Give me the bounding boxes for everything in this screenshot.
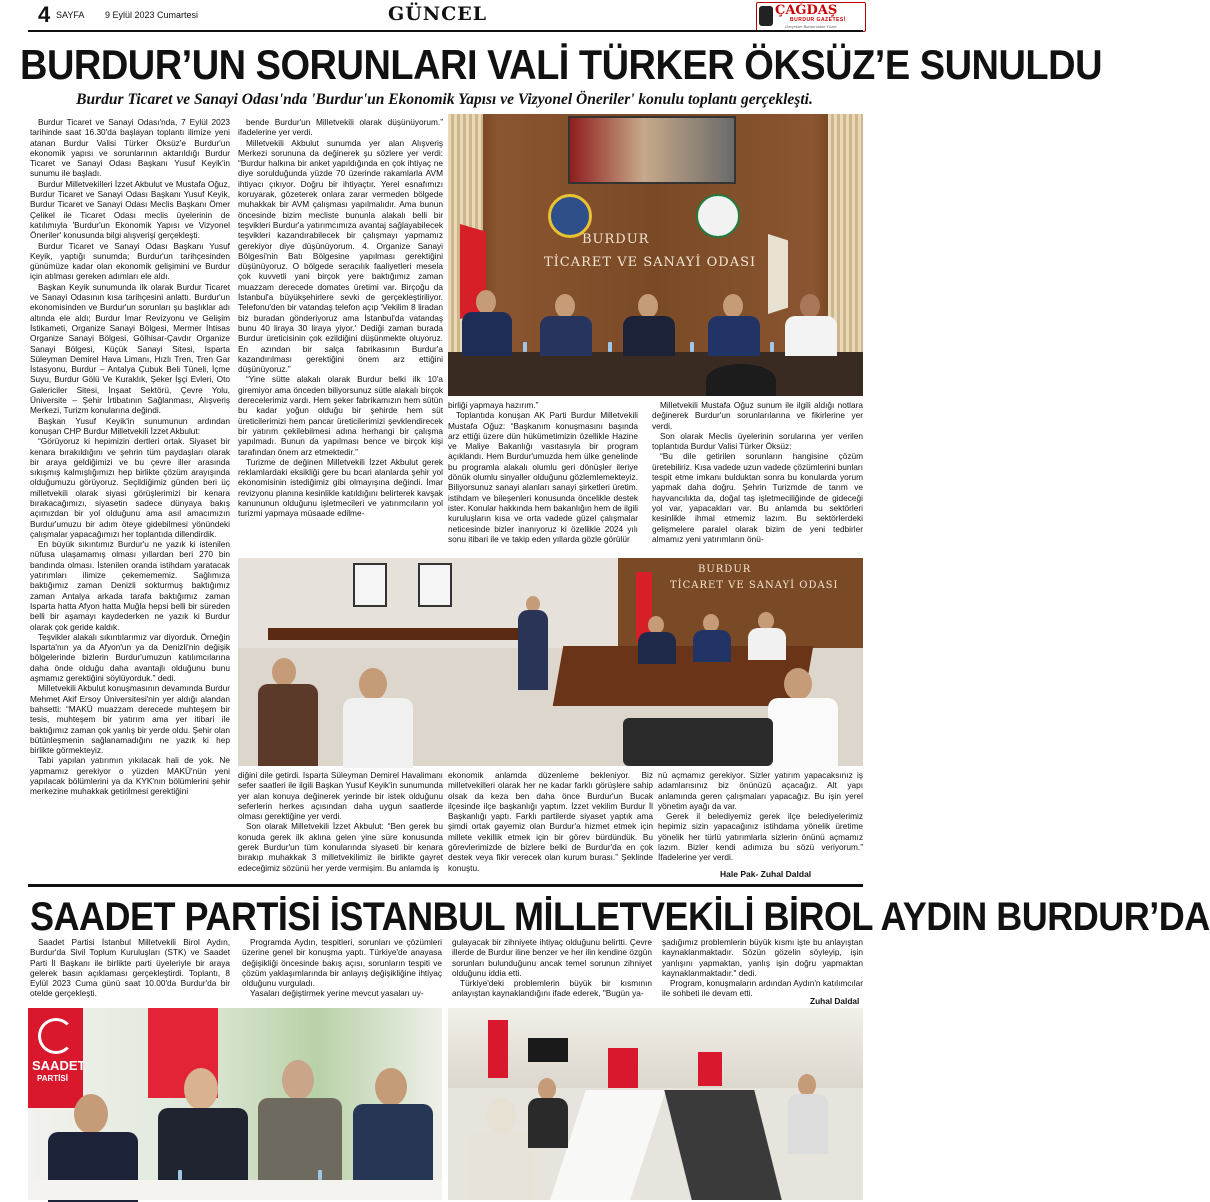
- paragraph: diğini dile getirdi. Isparta Süleyman Demirel Havalimanı sefer saatleri ile ilgili Başkan Yusuf Keyik'in sunumunda yer alan konuya değinerek yerinde bir istek olduğunu seferlerin herkes açısından daha uygun saatlerde olması gerektiğine yer verdi.: [238, 770, 443, 822]
- chamber-logo-icon: [696, 194, 740, 238]
- party-banner: [698, 1052, 722, 1086]
- logo-figure-icon: [759, 6, 773, 26]
- paragraph: Yasaları değiştirmek yerine mevcut yasaları uy-: [250, 988, 424, 999]
- article1-bottom-column-3: [658, 770, 863, 868]
- article1-column-3: [448, 400, 638, 554]
- paragraph: Milletvekili Mustafa Oğuz sunum ile ilgili aldığı notlara değinerek Burdur'un sorunlarılarına ve fikirlerine yer verdi.: [652, 400, 863, 431]
- paragraph: “Yine sütte alakalı olarak Burdur belki ilk 10'a giremiyor ama önceden biliyorsunuz sütle alakalı birçok derecelerimiz vardı. Hem şeker fabrikamızın hem sütün bu kadar yoğun olduğu bir şehirde hem süt üreticilerimizi hem pancar üreticilerimizi şevklendirecek bir yatırım çekilebilmesi adına herhangi bir çalışma yapılmadı. Bunun da yapılması bence ve birçok kişi tarafından önem arz etmektedir.”: [238, 374, 443, 457]
- foreground-head: [706, 364, 776, 396]
- portrait-frame: [568, 116, 736, 184]
- article1-column-2: [238, 117, 443, 555]
- article2-photo-hall: [448, 1008, 863, 1200]
- article2-column-2: [242, 937, 442, 1007]
- article1-subheadline: Burdur Ticaret ve Sanayi Odası'nda 'Burdur'un Ekonomik Yapısı ve Vizyonel Öneriler' konulu toplantı gerçekleşti.: [76, 91, 813, 108]
- paragraph: Toplantıda konuşan AK Parti Burdur Milletvekili Mustafa Oğuz: “Başkanım konuşmasını başında arz ettiği üzere dün hükümetimizin özellikle Hazine ve Maliye Bakanlığı vasıtasıyla bir program açıklandı. Hem Burdur'umuzda hem ülke genelinde bu programla alakalı olumlu geri dönüşler ileriye dönük olumlu sinyaller olduğunu gözlemlemekteyiz. Biliyorsunuz sanayi alanları sanayi şirketleri üretim. istihdam ve bileşenleri konusunda öncelikle destek ister. Konular hakkında hem bakanlığın hem de ilgili kuruluşların kısa ve orta vadede güzel çalışmalar neticesinde bizler inanıyoruz ki özellikle 2024 yılı sonu itibari ile ve takip eden yıllarda gözle görülür: [448, 410, 638, 544]
- logo-subtitle: BURDUR GAZETESİ: [790, 17, 846, 23]
- photo-sign-line2: TİCARET VE SANAYİ ODASI: [544, 255, 757, 270]
- wall-frame: [353, 563, 387, 607]
- paragraph: Burdur Ticaret ve Sanayi Odası'nda, 7 Eylül 2023 tarihinde saat 16.30'da başlayan toplantı ilimize yeni atanan Burdur Valisi Türker Öksüz'e Burdur'un ekonomik yapısı ve sorunlarının aktarıldığı Burdur Ticaret ve Sanayi Odası Başkanı Yusuf Keyik'in sunumu ile başladı.: [30, 117, 230, 179]
- paragraph: Başkan Keyik sunumunda ilk olarak Burdur Ticaret ve Sanayi Odasının kısa tarihçesini anlattı. Burdur'un ekonomisinden ve Burdur'un sorunları şu başlıklar adı altında ele aldı; Burdur İmar Revizyonu ve Gelişim İstikameti, Organize Sanayi Bölgesi, Mermer İhtisas Organize Sanayi Bölgesi, Gölhisar-Çavdır Organize Sanayi Bölgesi, Küçük Sanayi Sitesi, Isparta Süleyman Demirel Hava Limanı, Hızlı Tren, Tren Gar İstasyonu, Burdur – Antalya Çubuk Beli Tüneli, İçme Suyu, Burdur Gölü Ve Kuraklık, Şeker İşçi Evleri, Oto Galericiler Sitesi, İnşaat Sektörü, Çevre Yolu, Üniversite – Şehir İrtibatının Sağlanması, Alışveriş Merkezi, Turizm konularına değindi.: [30, 281, 230, 416]
- paragraph: nü açmamız gerekiyor. Sizler yatırım yapacaksınız iş adamlarısınız biz önünüzü açacağız. Alt yapı anlamında geren çalışmaları yapacağız. Bu işin yerel yönetim ayağı da var.: [658, 770, 863, 811]
- paragraph: Gerek il belediyemiz gerek ilçe belediyelerimiz hepimiz sizin yapacağınız istihdama yönelik üretime yönelik her türlü yatırımlarla sizlerin önünü açmamız lazım. Bizler kendi adımıza bu sözü veriyorum.” İfadelerine yer verdi.: [658, 811, 863, 863]
- paragraph: En büyük sıkıntımız Burdur'u ne yazık ki istenilen nüfusa ulaşamamış olması yıllardan beri 270 bin bandında olması. İstenilen oranda istihdam yaratacak yatırımları ilimize çekemememiz. Sağlımıza baktığımız zaman Denizli sokturmuş baktığımız zaman Antalya arkada tarafa baktığımız zaman Isparta hatta Afyon hatta Muğla hepsi belli bir süreden belli bir aşamayı kaydederken ne yazık ki Burdur olarak çok geride kaldık.: [30, 539, 230, 632]
- page-word: SAYFA: [56, 10, 85, 20]
- crescent-icon: [38, 1018, 74, 1054]
- flag-icon: [768, 234, 788, 314]
- article2-column-4: [662, 937, 863, 997]
- article2-column-1: [30, 937, 230, 1007]
- party-banner: [608, 1048, 638, 1088]
- newspaper-logo: [756, 2, 866, 32]
- logo-name: ÇAĞDAŞ: [775, 3, 838, 18]
- article2-column-3: [452, 937, 652, 1007]
- paragraph: gulayacak bir zihniyete ihtiyaç olduğunu belirtti. Çevre illerde de Burdur iline benzer ve her ilin kendine özgün sorunları bulunduğunu ancak temel sorunun zihniyet olduğunu iddia etti.: [452, 937, 652, 978]
- paragraph: Turizme de değinen Milletvekili İzzet Akbulut gerek reklamlardaki eksikliği gere bu bcari alanlarda şehir yol ekonomisinin istediğimiz gibi olmayışına değindi. İmar revizyonu planına kesinlikle katıldığını belirterek kavşak kanununun olduğunu işletmecileri ve yatırımcıların yol turizmi yapmaya müsaade edilme-: [238, 456, 443, 519]
- paragraph: Başkan Yusuf Keyik'in sunumunun ardından konuşan CHP Burdur Milletvekili İzzet Akbulut:: [30, 415, 230, 436]
- article1-column-4: [652, 400, 863, 554]
- paragraph: “Görüyoruz ki hepimizin dertleri ortak. Siyaset bir kenara bırakıldığını ve şehrin tüm paydaşları olarak bir araya geldiğimizi ve bu çevre iller arasında sıkışmış kalmışlığımızı hep birlikte çözüm arayışında olduğumuzu görüyoruz. Seçildiğimiz günden beri üç milletvekili olarak siyasi görüşlerimizi bir kenara bırakacağımızı, siyasetin sadece dünyaya bakış açımızdan bir yol olduğunu ama asıl amacımızın Burdur'umuzu bir adım öteye gidebilmesi yönündeki çalışmalar yapacağımızı her toplantıda dillendirdik.: [30, 436, 230, 539]
- foreground-chair: [623, 718, 773, 766]
- paragraph: Burdur Ticaret ve Sanayi Odası Başkanı Yusuf Keyik, yaptığı sunumda; Burdur'un tarihçesinden günümüze kadar olan ekonomik gelişimini ve Burdur için atılması gereken adımları ele aldı.: [30, 240, 230, 282]
- paragraph: Saadet Partisi İstanbul Milletvekili Birol Aydın, Burdur'da Sivil Toplum Kuruluşları (STK) ve Saadet Parti İl Başkanı ile birlikte parti üyeleriyle bir araya gelerek basın açıklaması gerçekleştirdi. Toplantı, 8 Eylül 2023 Cuma günü saat 10.00'da Burdur'da bir otelde gerçekleşti.: [30, 937, 230, 999]
- wall-screen: [528, 1038, 568, 1062]
- saadet-banner-text: SAADET: [32, 1058, 86, 1073]
- paragraph: Program, konuşmaların ardından Aydın'n katılımcılar ile sohbeti ile devam etti.: [662, 978, 863, 999]
- issue-date: 9 Eylül 2023 Cumartesi: [105, 10, 199, 20]
- article1-bottom-column-1: [238, 770, 443, 882]
- article1-column-1: [30, 117, 230, 883]
- paragraph: Tabi yapılan yatırımın yıkılacak hali de yok. Ne yapmamız gerekiyor o yüzden MAKÜ'nün yeni yapılacak bölümlerini ya da KYK'nın bölümlerini şehir merkezine muhakkak getirilmesi gerektiğini: [30, 755, 230, 797]
- article1-photo-meeting: [448, 114, 863, 396]
- photo2-sign-line2: TİCARET VE SANAYİ ODASI: [670, 580, 839, 591]
- logo-tagline: Gerçekler Burdur'dadır Yüzer: [785, 24, 837, 29]
- wall-frame: [418, 563, 452, 607]
- article1-signature: Hale Pak- Zuhal Daldal: [720, 869, 812, 879]
- article2-signature: Zuhal Daldal: [810, 996, 860, 1006]
- chair-row: [664, 1090, 781, 1200]
- meeting-table: [448, 352, 863, 396]
- page-number: 4: [38, 2, 51, 27]
- article2-photo-press: [28, 1008, 442, 1200]
- saadet-banner-text2: PARTİSİ: [37, 1074, 68, 1083]
- paragraph: Son olarak Milletvekili İzzet Akbulut: “Ben gerek bu konuda gerek ilk aklına gelen yine süre konusunda gerek Burdur'un tüm konularında siyaseti bir kenara bırakıp muhakkak 3 milletvekilimiz ile birlikte gayret edeceğimiz sözünü her yerde vermişim. Bu anlamda iş: [238, 821, 443, 873]
- paragraph: Programda Aydın, tespitleri, sorunları ve çözümleri üzerine genel bir konuşma yaptı. Türkiye'de anayasa değişikliği öncesinde bakış açısı, sorunların tespiti ve çözüm yaklaşımlarında bir anlayış değişikliğine ihtiyaç olduğunu vurguladı.: [242, 937, 442, 989]
- paragraph: Milletvekili Akbulut sunumda yer alan Alışveriş Merkezi sorununa da değinerek şu sözlere yer verdi: “Burdur halkına bir anket yapıldığında en çok ihtiyaç ne diye sorulduğunda yüzde 70 üzerinde rakamlarla AVM ihtiyacı çıkıyor. Doğru bir ihtiyaçtır. Yerel esnafımızı koruyarak, gözeterek onlara zarar vermeden bölgede muhakkak bir AVM çalışması yapılmalıdır. Ama bunun öncesinde bizim mecliste bununla alakalı belli bir teşvikleri Burdur'a yatırımcımıza avantaj sağlayabilecek teşvikleri kazandırabilecek bir çalışmayı yapmamız gerekiyor diye düşünüyorum. 4. Organize Sanayi Bölgesi'nin Batı Bölgesine yapılması gerektiğini düşünüyoruz. O bölgede seracılık faaliyetleri mesela çok kuvvetli yani birçok yere baktığımız zaman muazzam derecede domates üretimi var. Birçoğu da İstanbul'a büyükşehirlere sevki de gerçekleştiriliyor. Telefonu'den bir vatandaş telefon açıp 'Vekilim 8 liradan biz buradan gönderiyoruz ama İstanbul'da vatandaş bunu 40 liraya 30 liraya yiyor.' Dediği zaman burada Burdur üreticisinin çok ezildiğini düşünmekte oluyoruz. En azından bir salça fabrikasının Burdur'a kazandırılması gerektiğini önem arz ettiğini düşünüyoruz.”: [238, 137, 443, 375]
- photo-sign-line1: BURDUR: [582, 232, 650, 247]
- paragraph: Burdur Milletvekilleri İzzet Akbulut ve Mustafa Oğuz, Burdur Ticaret ve Sanayi Odası Başkanı Yusuf Keyik, Burdur Ticaret ve Sanayi Odası Meclis Başkanı Ömer Çelikel ile Ticaret Odası meclis üyelerinin de katılımıyla 'Burdur'un Ekonomik Yapısı ve Vizyonel Öneriler' konusunda bilgi alışverişi gerçekleşti.: [30, 178, 230, 241]
- article1-bottom-column-2: [448, 770, 653, 882]
- article1-photo-room: [238, 558, 863, 766]
- paragraph: Türkiye'deki problemlerin büyük bir kısmının anlayıştan kaynaklandığını ifade ederek, "Bugün ya-: [452, 978, 652, 999]
- paragraph: “Bu dile getirilen sorunların hangisine çözüm üretebiliriz. Kısa vadede uzun vadede çözümlerini bunları tespit etme imkanı bulduktan sonra bu konularda yorum yapmak daha doğru. Şehrin Turizmde de tarım ve hayvancılıkta da, doğal taş işletmeciliğinde de gideceği yol var, yapacakları var. Bu anlamda bu sektörleri kesinlikle ihmal etmemiz lazım. Bu sektörlerdeki gelişmelere paralel olarak bizim de yeni tedbirler almamız yeni yatırımların önü-: [652, 451, 863, 544]
- paragraph: Son olarak Meclis üyelerinin sorularına yer verilen toplantıda Burdur Valisi Türker Öksüz:: [652, 430, 863, 452]
- paragraph: Teşvikler alakalı sıkıntılarımız var diyorduk. Örneğin Isparta'nın ya da Afyon'un ya da Denizli'nin değişik bölgelerinde bizlerin Burdur'umuzun katılımcılarına daha önde olduğu daha avantajlı olduğunu bunu aşmamız gerektiğini söylüyorduk.” dedi.: [30, 631, 230, 684]
- party-banner: [488, 1020, 508, 1078]
- paragraph: Milletvekili Akbulut konuşmasının devamında Burdur Mehmet Akif Ersoy Üniversitesi'nin yer aldığı alandan bahsetti: “MAKÜ muazzam derecede muhteşem bir tesis, muhteşem bir yatırım ama yer itibari ile baktığımız zaman çok yanlış bir yerde oldu. Şehir olan bütünleşmenin sağlanamadığını ne yazık ki hep birlikte görmekteyiz.: [30, 683, 230, 756]
- article1-headline: BURDUR’UN SORUNLARI VALİ TÜRKER ÖKSÜZ’E SUNULDU: [20, 42, 1103, 90]
- section-title: GÜNCEL: [388, 3, 488, 25]
- paragraph: birliği yapmaya hazırım.”: [448, 400, 539, 410]
- photo2-sign-line1: BURDUR: [698, 564, 752, 575]
- paragraph: şadığımız problemlerin büyük kısmı işte bu anlayıştan kaynaklanmaktadır. Sözün gözelin söyleyip, işin yanlışını yapmaktan, yanlış işin doğru yapmaktan kaynaklanmaktadır." dedi.: [662, 937, 863, 978]
- meeting-table-left: [268, 628, 518, 640]
- saadet-banner: [28, 1008, 86, 1108]
- paragraph: bende Burdur'un Milletvekili olarak düşünüyorum.” ifadelerine yer verdi.: [238, 117, 443, 138]
- article-divider: [28, 884, 863, 887]
- press-table: [28, 1180, 442, 1200]
- header-rule: [28, 30, 863, 32]
- paragraph: ekonomik anlamda düzenleme bekleniyor. Biz milletvekilleri olarak her ne kadar farklı görüşlere sahip olsak da keza ben daha önce Burdur'un Bucak ilçesinde ilçe başkanlığı yaptım. İzzet vekilim Burdur İl Başkanlığı yaptı. Farklı partilerde siyaset yaptık ama şimdi ortak gayemiz olan Burdur'a hizmet etmek için millete vekillik etmek için bir görev bürdündük. Bu görevlerimizde de bizlere belki de Burdur'da en çok destek veya fikir verecek olan kurum burası.” Şeklinde konuştu.: [448, 770, 653, 873]
- article2-headline: SAADET PARTİSİ İSTANBUL MİLLETVEKİLİ BİROL AYDIN BURDUR’DA: [30, 893, 1210, 939]
